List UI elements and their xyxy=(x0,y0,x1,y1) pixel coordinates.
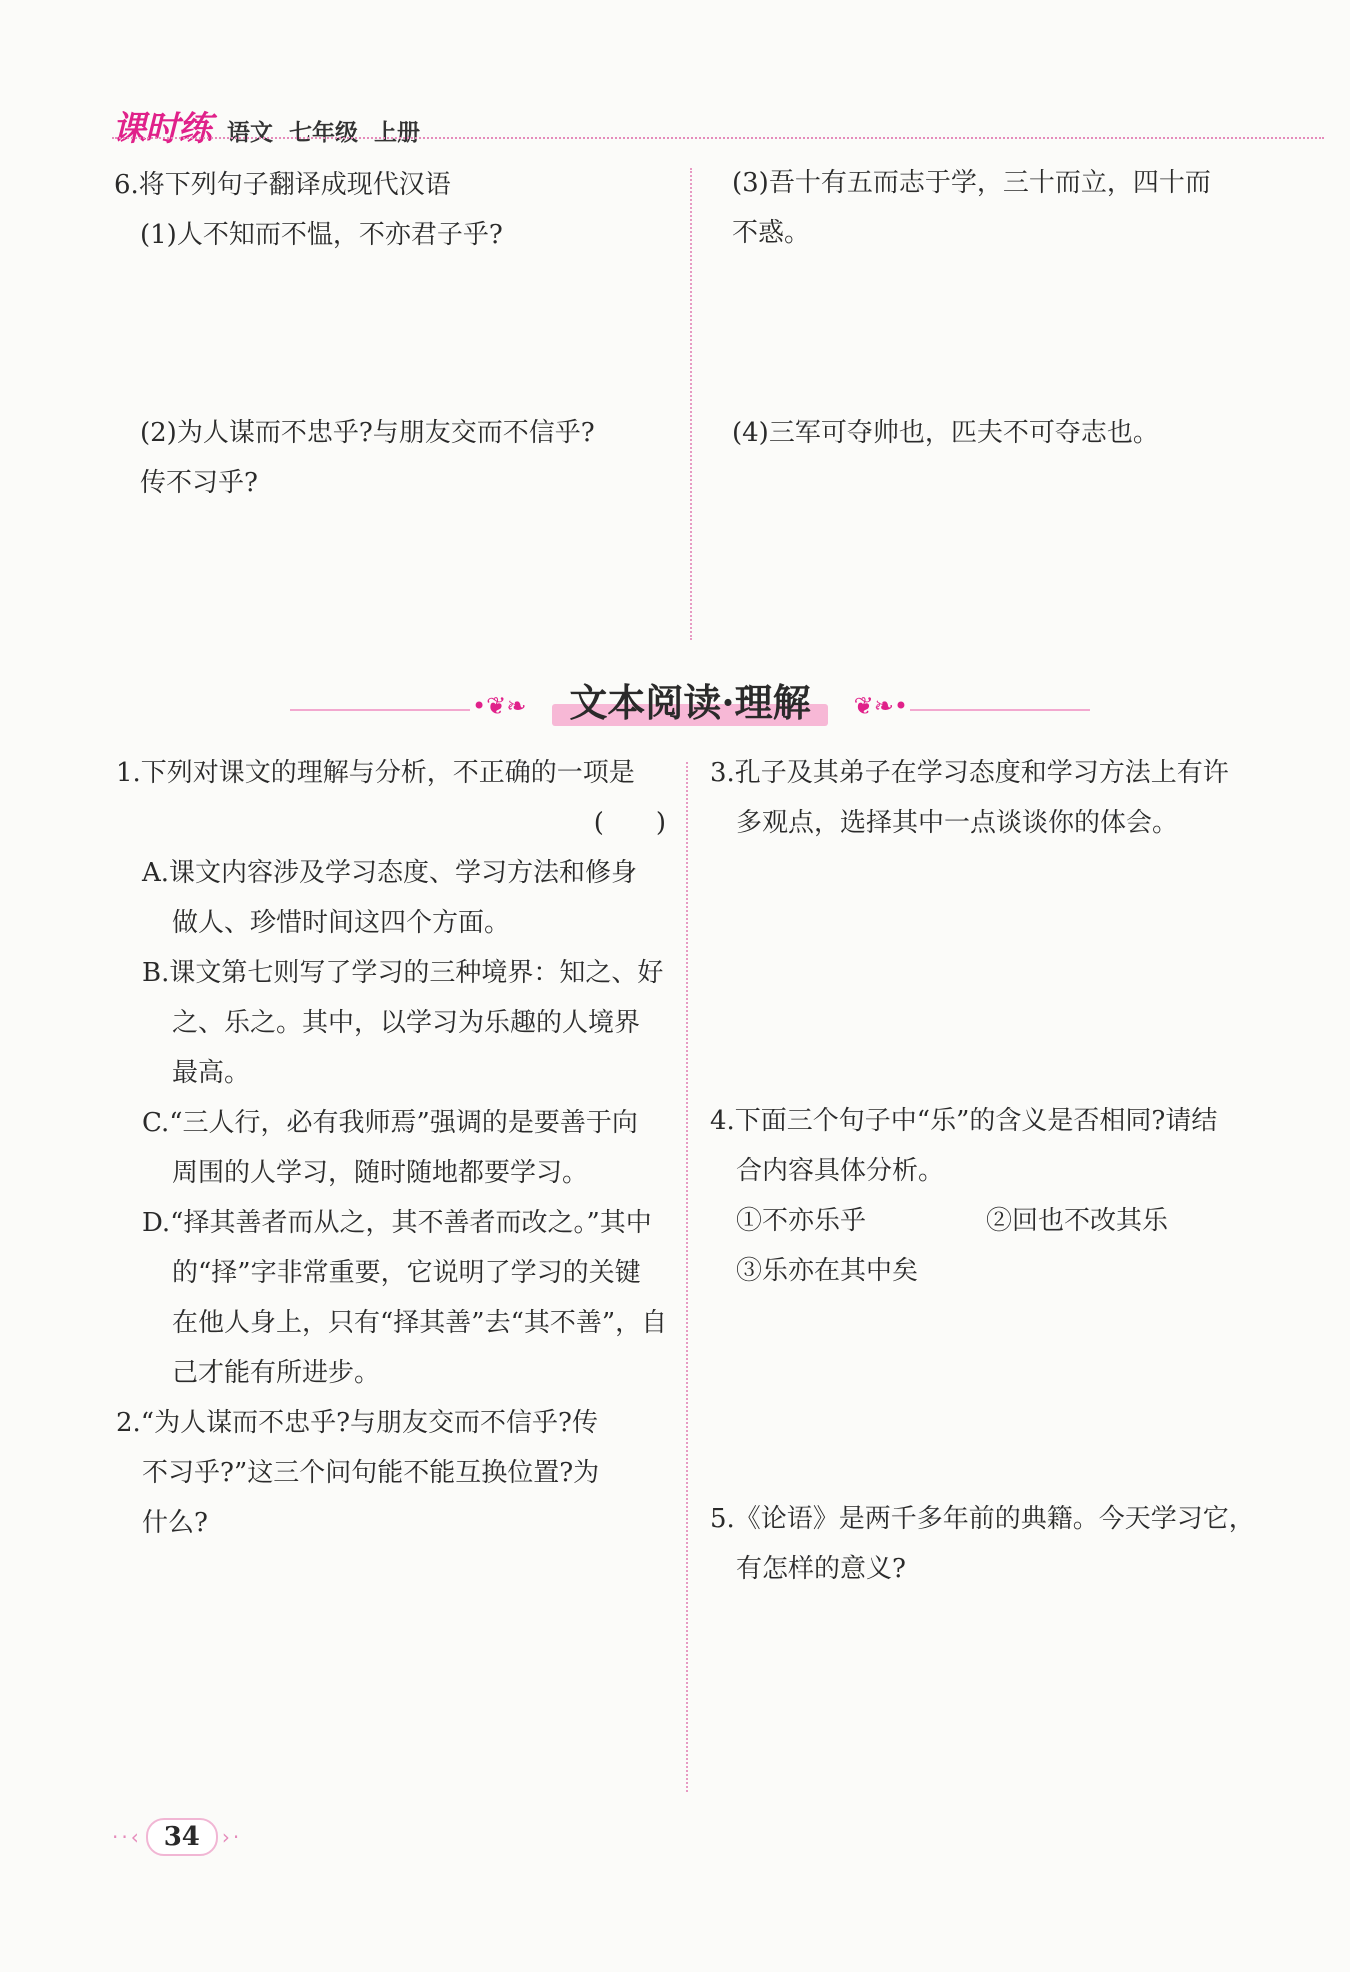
q6-right xyxy=(732,158,1272,258)
q1-option-d-line-4: 己才能有所进步。 xyxy=(172,1358,381,1388)
q2-line-3: 什么? xyxy=(142,1508,208,1538)
q1-option-b-line-3: 最高。 xyxy=(172,1058,251,1088)
q1-stem: 1.下列对课文的理解与分析，不正确的一项是 xyxy=(116,758,635,788)
q6-left xyxy=(114,160,674,260)
q1-answer-bracket: ( ) xyxy=(593,808,666,838)
header-volume: 上册 xyxy=(374,119,420,146)
q6-sentence-3-line-2: 不惑。 xyxy=(732,218,811,248)
q6-left-lower xyxy=(114,408,684,508)
q1-option-a-line-2: 做人、珍惜时间这四个方面。 xyxy=(172,908,511,938)
q4-line-1: 4.下面三个句子中“乐”的含义是否相同?请结 xyxy=(710,1106,1218,1136)
q4-sentences-row xyxy=(710,1196,1280,1246)
section-rule-right xyxy=(910,709,1090,711)
q4-sentence-a: ①不亦乐乎 xyxy=(736,1206,867,1236)
q6-sentence-3-line-1: (3)吾十有五而志于学，三十而立，四十而 xyxy=(732,168,1211,198)
q1-option-c-line-1: C.“三人行，必有我师焉”强调的是要善于向 xyxy=(142,1108,638,1138)
q6-title: 6.将下列句子翻译成现代汉语 xyxy=(114,170,451,200)
q4-sentence-b: ②回也不改其乐 xyxy=(986,1206,1169,1236)
page-number: 34 xyxy=(146,1818,218,1856)
q2-line-2: 不习乎?”这三个问句能不能互换位置?为 xyxy=(142,1458,600,1488)
header-grade: 七年级 xyxy=(289,119,358,146)
dots-left-icon: ··‹ xyxy=(112,1825,142,1849)
q1-option-d-line-1: D.“择其善者而从之，其不善者而改之。”其中 xyxy=(142,1208,652,1238)
column-divider-top xyxy=(690,168,692,640)
q6-sentence-2-line-1: (2)为人谋而不忠乎?与朋友交而不信乎? xyxy=(140,418,595,448)
q1-option-b-line-1: B.课文第七则写了学习的三种境界：知之、好 xyxy=(142,958,664,988)
q1-option-a-line-1: A.课文内容涉及学习态度、学习方法和修身 xyxy=(142,858,638,888)
q6-sentence-4: (4)三军可夺帅也，匹夫不可夺志也。 xyxy=(732,418,1159,448)
section-rule-left xyxy=(290,709,470,711)
q1-option-d-line-2: 的“择”字非常重要，它说明了学习的关键 xyxy=(172,1258,641,1288)
right-column-q3 xyxy=(710,748,1280,848)
brand-logo: 课时练 xyxy=(112,109,211,149)
dots-right-icon: ›· xyxy=(221,1825,243,1849)
column-divider-bottom xyxy=(686,762,688,1792)
header-subject: 语文 xyxy=(227,119,273,146)
right-column-q5 xyxy=(710,1494,1280,1594)
section-title: 文本阅读·理解 xyxy=(569,680,811,725)
q1-option-b-line-2: 之、乐之。其中，以学习为乐趣的人境界 xyxy=(172,1008,641,1038)
ornament-left-icon: •❦❧ xyxy=(472,692,527,720)
ornament-right-icon: ❦❧• xyxy=(853,692,908,720)
q3-line-1: 3.孔子及其弟子在学习态度和学习方法上有许 xyxy=(710,758,1229,788)
left-column xyxy=(116,748,676,1548)
q4-sentence-c: ③乐亦在其中矣 xyxy=(736,1256,919,1286)
page-number-badge xyxy=(112,1818,242,1856)
q3-line-2: 多观点，选择其中一点谈谈你的体会。 xyxy=(736,808,1179,838)
q1-option-c-line-2: 周围的人学习，随时随地都要学习。 xyxy=(172,1158,589,1188)
q1-option-d-line-3: 在他人身上，只有“择其善”去“其不善”，自 xyxy=(172,1308,668,1338)
section-heading xyxy=(290,668,1090,738)
q2-line-1: 2.“为人谋而不忠乎?与朋友交而不信乎?传 xyxy=(116,1408,598,1438)
q4-line-2: 合内容具体分析。 xyxy=(736,1156,945,1186)
q5-line-2: 有怎样的意义? xyxy=(736,1554,906,1584)
q5-line-1: 5.《论语》是两千多年前的典籍。今天学习它， xyxy=(710,1504,1255,1534)
q6-sentence-1: (1)人不知而不愠，不亦君子乎? xyxy=(140,220,503,250)
right-column-q4 xyxy=(710,1096,1280,1296)
q6-sentence-2-line-2: 传不习乎? xyxy=(140,468,258,498)
q6-right-lower xyxy=(732,408,1272,458)
header-rule xyxy=(112,137,1324,139)
